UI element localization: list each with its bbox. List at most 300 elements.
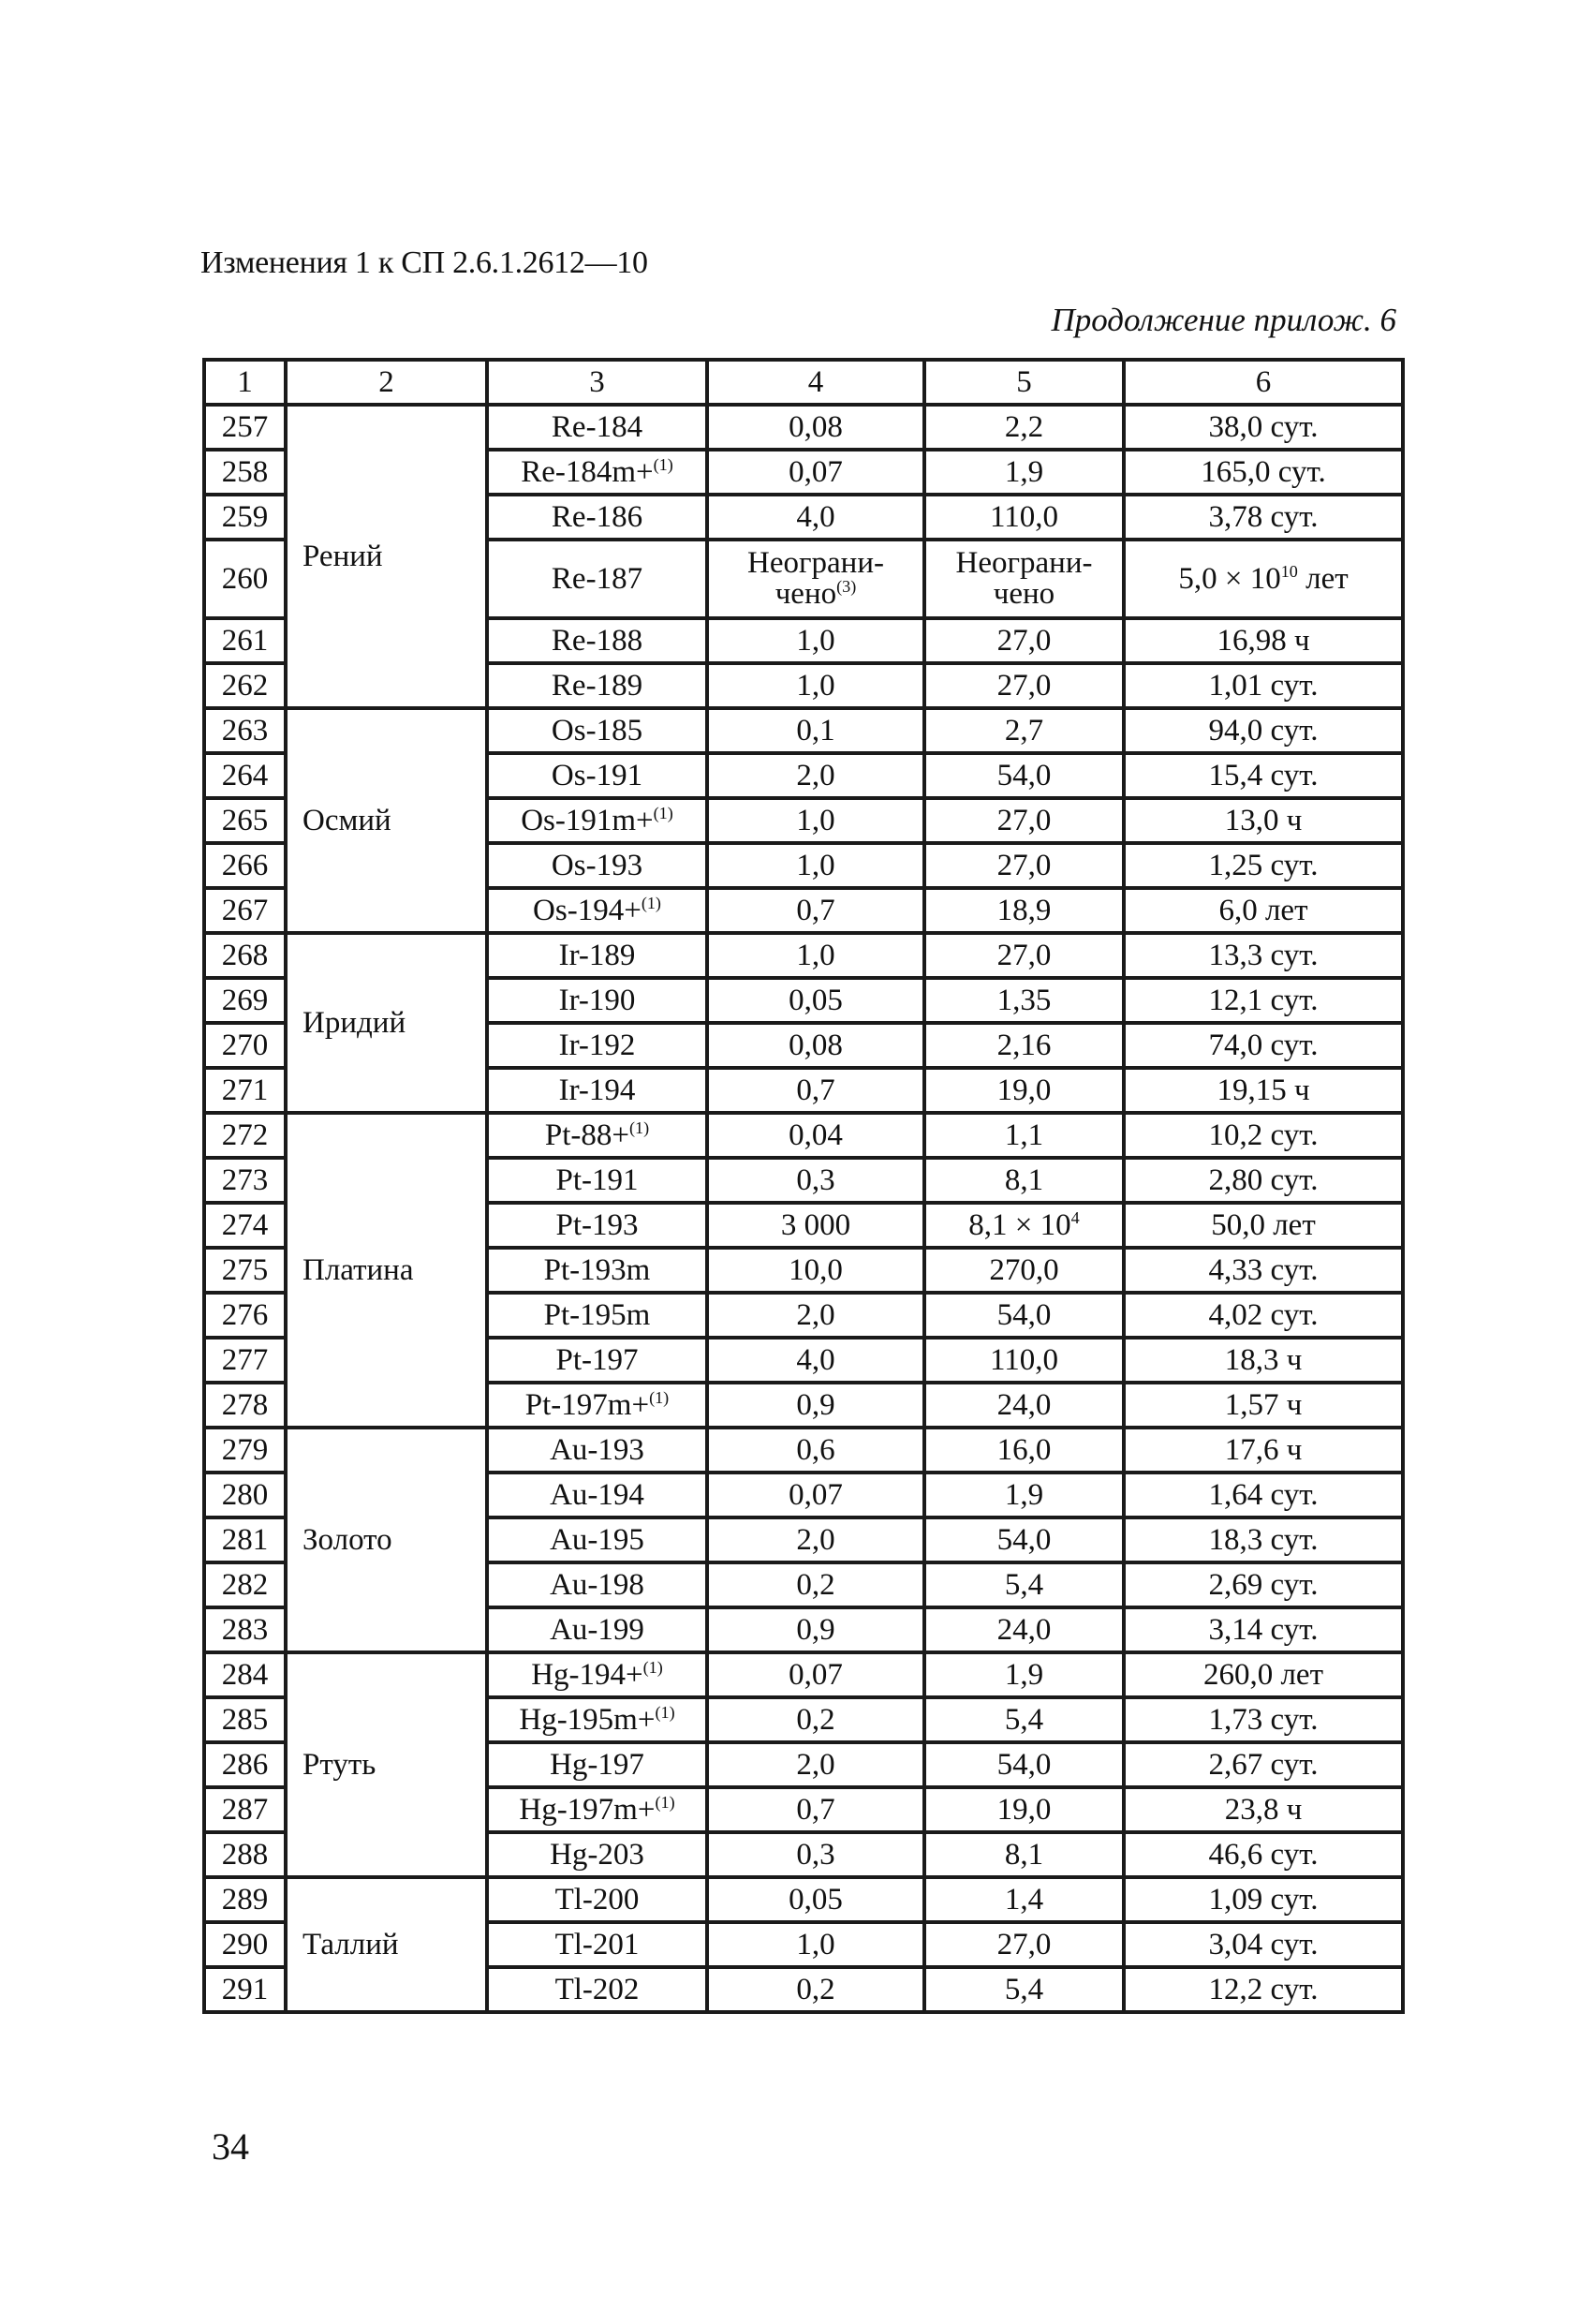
element-cell: [286, 1428, 487, 1652]
value-col4: 0,08: [789, 409, 843, 444]
row-number: 282: [221, 1567, 269, 1602]
row-number-cell: [204, 1203, 286, 1248]
value-col4-cell: [707, 1248, 924, 1293]
value-col4-cell: [707, 540, 924, 618]
value-col5-cell: [924, 1877, 1124, 1922]
value-col5: 2,2: [1004, 409, 1044, 444]
nuclide-cell: [487, 1113, 707, 1158]
value-col5-cell: [924, 1383, 1124, 1428]
element-cell: [286, 1877, 487, 2012]
row-number-cell: [204, 1068, 286, 1113]
row-number: 271: [221, 1073, 269, 1107]
half-life: 18,3 ч: [1224, 1342, 1303, 1377]
value-col4-cell: [707, 753, 924, 798]
row-number: 257: [221, 409, 269, 444]
half-life: 1,01 сут.: [1208, 668, 1319, 703]
row-number-cell: [204, 1832, 286, 1877]
value-col4-cell: [707, 1113, 924, 1158]
nuclide-cell: [487, 1787, 707, 1832]
half-life: 1,09 сут.: [1208, 1882, 1319, 1917]
value-col4: 0,7: [796, 1792, 835, 1827]
half-life-cell: [1124, 1338, 1403, 1383]
half-life: 12,1 сут.: [1208, 983, 1319, 1017]
row-number: 272: [221, 1118, 269, 1152]
half-life-cell: [1124, 1023, 1403, 1068]
value-col5-cell: [924, 1203, 1124, 1248]
value-col5: 1,1: [1004, 1118, 1044, 1152]
value-col4-cell: [707, 1877, 924, 1922]
nuclide-name: Hg-194+: [531, 1657, 643, 1692]
value-col5-cell: [924, 1113, 1124, 1158]
element-name: Золото: [302, 1522, 392, 1557]
half-life: 3,04 сут.: [1208, 1927, 1319, 1961]
element-name: Таллий: [302, 1927, 399, 1961]
value-col5-cell: [924, 1967, 1124, 2012]
half-life: 16,98 ч: [1217, 623, 1310, 658]
half-life: 15,4 сут.: [1208, 758, 1319, 792]
nuclide-name: Ir-194: [558, 1073, 636, 1107]
row-number: 262: [221, 668, 269, 703]
value-col4-cell: [707, 450, 924, 495]
value-col4: 2,0: [796, 758, 835, 792]
value-col4-cell: [707, 1023, 924, 1068]
nuclide-cell: [487, 1023, 707, 1068]
row-number-cell: [204, 798, 286, 843]
nuclide-cell: [487, 1203, 707, 1248]
nuclide-footnote: (1): [653, 803, 673, 822]
value-col5: 5,4: [1004, 1702, 1044, 1737]
value-col5: 27,0: [996, 623, 1052, 658]
row-number-cell: [204, 450, 286, 495]
nuclide-cell: [487, 1068, 707, 1113]
value-col5: 110,0: [989, 499, 1059, 534]
value-col5-cell: [924, 753, 1124, 798]
value-col4-cell: [707, 1428, 924, 1473]
half-life: 260,0 лет: [1202, 1657, 1324, 1692]
row-number-cell: [204, 753, 286, 798]
half-life-cell: [1124, 663, 1403, 708]
table-row: [204, 1877, 1403, 1922]
half-life: 13,3 сут.: [1208, 938, 1319, 972]
value-col5-cell: [924, 1068, 1124, 1113]
value-col5-cell: [924, 1652, 1124, 1697]
value-col5: 24,0: [996, 1612, 1052, 1647]
value-col4-cell: [707, 1068, 924, 1113]
value-col5: 27,0: [996, 1927, 1052, 1961]
value-col5: 1,9: [1004, 1477, 1044, 1512]
value-col4: 0,2: [796, 1567, 835, 1602]
value-col4: 2,0: [796, 1747, 835, 1782]
element-cell: [286, 405, 487, 708]
value-col4: 4,0: [796, 1342, 835, 1377]
row-number: 283: [221, 1612, 269, 1647]
nuclide-cell: [487, 1832, 707, 1877]
value-col4: Неограни-: [747, 545, 884, 580]
half-life-cell: [1124, 450, 1403, 495]
row-number-cell: [204, 1113, 286, 1158]
row-number-cell: [204, 978, 286, 1023]
row-number: 258: [221, 454, 269, 489]
half-life: 13,0 ч: [1224, 803, 1303, 837]
column-header-4: 4: [707, 360, 924, 405]
value-col5-multiline: [955, 545, 1093, 611]
table-row: [204, 708, 1403, 753]
element-name: Осмий: [302, 803, 391, 837]
table-row: [204, 933, 1403, 978]
row-number: 291: [221, 1972, 269, 2006]
nuclide-cell: [487, 405, 707, 450]
value-col5-cell: [924, 618, 1124, 663]
row-number: 278: [221, 1387, 269, 1422]
value-col4: 1,0: [796, 848, 835, 882]
row-number: 267: [221, 893, 269, 927]
element-cell: [286, 1652, 487, 1877]
value-col5-cell: [924, 1023, 1124, 1068]
row-number: 266: [221, 848, 269, 882]
value-col5: 8,1: [1004, 1162, 1044, 1197]
nuclide-name: Hg-197m+: [519, 1792, 656, 1827]
value-col5-cell: [924, 843, 1124, 888]
half-life-cell: [1124, 1293, 1403, 1338]
nuclide-cell: [487, 933, 707, 978]
nuclide-name: Pt-191: [555, 1162, 639, 1197]
row-number-cell: [204, 540, 286, 618]
value-col5-cell: [924, 708, 1124, 753]
value-col5: 110,0: [989, 1342, 1059, 1377]
column-header-6: 6: [1124, 360, 1403, 405]
value-col4: 0,07: [789, 454, 843, 489]
value-col5: 24,0: [996, 1387, 1052, 1422]
half-life-cell: [1124, 798, 1403, 843]
value-col4: 1,0: [796, 803, 835, 837]
value-col5-cell: [924, 1158, 1124, 1203]
half-life: 94,0 сут.: [1208, 713, 1319, 748]
half-life-cell: [1124, 1428, 1403, 1473]
value-col4-cell: [707, 1967, 924, 2012]
value-col4: 4,0: [796, 499, 835, 534]
half-life: 5,0 × 10: [1178, 561, 1281, 596]
row-number: 284: [221, 1657, 269, 1692]
table-header-row: [204, 360, 1403, 405]
value-col4: 0,7: [796, 1073, 835, 1107]
value-col4-cell: [707, 1562, 924, 1607]
value-col4-cell: [707, 888, 924, 933]
table-row: [204, 1113, 1403, 1158]
value-col5: 27,0: [996, 803, 1052, 837]
nuclide-name: Au-195: [550, 1522, 644, 1557]
row-number: 269: [221, 983, 269, 1017]
half-life-cell: [1124, 1832, 1403, 1877]
row-number-cell: [204, 1697, 286, 1742]
nuclide-name: Re-188: [551, 623, 643, 658]
row-number-cell: [204, 1787, 286, 1832]
nuclide-cell: [487, 1293, 707, 1338]
row-number: 274: [221, 1207, 269, 1242]
value-col4: 2,0: [796, 1297, 835, 1332]
value-col4-cell: [707, 933, 924, 978]
value-col4: 0,05: [789, 1882, 843, 1917]
value-col4-cell: [707, 708, 924, 753]
nuclide-cell: [487, 708, 707, 753]
row-number-cell: [204, 1742, 286, 1787]
row-number: 285: [221, 1702, 269, 1737]
nuclide-cell: [487, 1248, 707, 1293]
nuclide-table: [202, 358, 1405, 2014]
value-col5: 8,1: [1004, 1837, 1044, 1872]
row-number: 260: [221, 561, 269, 596]
value-col4: 0,3: [796, 1837, 835, 1872]
nuclide-footnote: (1): [641, 893, 661, 912]
nuclide-name: Re-184: [551, 409, 643, 444]
nuclide-cell: [487, 540, 707, 618]
nuclide-cell: [487, 450, 707, 495]
row-number-cell: [204, 1248, 286, 1293]
row-number-cell: [204, 1293, 286, 1338]
value-col5: 54,0: [996, 1747, 1052, 1782]
row-number-cell: [204, 1023, 286, 1068]
value-col4: 0,2: [796, 1702, 835, 1737]
nuclide-name: Hg-197: [550, 1747, 644, 1782]
value-col4-cell: [707, 495, 924, 540]
page-number: 34: [212, 2125, 249, 2168]
half-life: 1,64 сут.: [1208, 1477, 1319, 1512]
column-header-5: 5: [924, 360, 1124, 405]
row-number-cell: [204, 1158, 286, 1203]
half-life-cell: [1124, 1742, 1403, 1787]
half-life-cell: [1124, 495, 1403, 540]
half-life-cell: [1124, 1068, 1403, 1113]
nuclide-cell: [487, 1697, 707, 1742]
value-col5-cell: [924, 1517, 1124, 1562]
value-col5: Неограни-: [955, 545, 1093, 580]
half-life-cell: [1124, 1203, 1403, 1248]
value-col5: 5,4: [1004, 1567, 1044, 1602]
nuclide-footnote: (1): [649, 1387, 670, 1407]
value-col4-cell: [707, 1383, 924, 1428]
value-col4: 0,9: [796, 1612, 835, 1647]
nuclide-name: Re-186: [551, 499, 643, 534]
value-col4-cell: [707, 1293, 924, 1338]
value-col5: 18,9: [996, 893, 1052, 927]
value-col4: 0,9: [796, 1387, 835, 1422]
half-life: 2,67 сут.: [1208, 1747, 1319, 1782]
value-col5: 1,35: [996, 983, 1052, 1017]
row-number-cell: [204, 663, 286, 708]
column-header-3: 3: [487, 360, 707, 405]
nuclide-cell: [487, 1607, 707, 1652]
row-number-cell: [204, 708, 286, 753]
half-life-cell: [1124, 1158, 1403, 1203]
half-life-cell: [1124, 933, 1403, 978]
value-col4-cell: [707, 798, 924, 843]
row-number: 270: [221, 1028, 269, 1062]
element-cell: [286, 933, 487, 1113]
row-number-cell: [204, 1967, 286, 2012]
value-col4: 1,0: [796, 668, 835, 703]
value-col5-cont: чено: [993, 576, 1055, 611]
row-number: 288: [221, 1837, 269, 1872]
nuclide-footnote: (1): [653, 454, 673, 474]
nuclide-cell: [487, 1473, 707, 1517]
nuclide-name: Pt-197m+: [524, 1387, 650, 1422]
value-col5: 2,16: [996, 1028, 1052, 1062]
nuclide-name: Re-189: [551, 668, 643, 703]
nuclide-name: Pt-193m: [543, 1252, 651, 1287]
nuclide-cell: [487, 1338, 707, 1383]
nuclide-cell: [487, 1517, 707, 1562]
half-life: 46,6 сут.: [1208, 1837, 1319, 1872]
value-col4: 0,08: [789, 1028, 843, 1062]
value-col5-cell: [924, 978, 1124, 1023]
column-header-2: 2: [286, 360, 487, 405]
nuclide-name: Hg-195m+: [519, 1702, 656, 1737]
value-col5: 1,4: [1004, 1882, 1044, 1917]
half-life-exponent: 10: [1280, 561, 1298, 581]
value-col5: 27,0: [996, 668, 1052, 703]
value-col4: 0,07: [789, 1477, 843, 1512]
nuclide-name: Au-194: [550, 1477, 644, 1512]
nuclide-name: Tl-202: [554, 1972, 640, 2006]
value-col5: 54,0: [996, 1522, 1052, 1557]
value-col4-cell: [707, 1652, 924, 1697]
value-col4: 10,0: [789, 1252, 843, 1287]
value-col5: 8,1 × 10: [968, 1207, 1071, 1242]
half-life-unit: лет: [1297, 561, 1349, 596]
value-col4-cell: [707, 1832, 924, 1877]
value-col4-cell: [707, 1517, 924, 1562]
row-number-cell: [204, 933, 286, 978]
element-name: Иридий: [302, 1005, 406, 1040]
half-life-cell: [1124, 1652, 1403, 1697]
value-col5-cell: [924, 1697, 1124, 1742]
value-col5-cell: [924, 888, 1124, 933]
row-number: 259: [221, 499, 269, 534]
half-life: 12,2 сут.: [1208, 1972, 1319, 2006]
row-number: 286: [221, 1747, 269, 1782]
value-col5-cell: [924, 540, 1124, 618]
half-life: 19,15 ч: [1217, 1073, 1310, 1107]
value-col4-cell: [707, 1922, 924, 1967]
nuclide-name: Ir-192: [558, 1028, 636, 1062]
value-col5: 16,0: [996, 1432, 1052, 1467]
value-col4-cell: [707, 1607, 924, 1652]
nuclide-name: Re-184m+: [521, 454, 654, 489]
nuclide-footnote: (1): [655, 1702, 675, 1722]
value-col4-cell: [707, 1742, 924, 1787]
nuclide-footnote: (1): [655, 1792, 675, 1812]
row-number-cell: [204, 1562, 286, 1607]
nuclide-cell: [487, 843, 707, 888]
value-col5-cell: [924, 663, 1124, 708]
half-life: 17,6 ч: [1224, 1432, 1303, 1467]
nuclide-cell: [487, 1158, 707, 1203]
nuclide-cell: [487, 1383, 707, 1428]
value-col4: 3 000: [780, 1207, 851, 1242]
row-number-cell: [204, 1338, 286, 1383]
half-life-cell: [1124, 753, 1403, 798]
nuclide-name: Hg-203: [550, 1837, 644, 1872]
half-life-cell: [1124, 1922, 1403, 1967]
value-col4-cell: [707, 663, 924, 708]
value-col4-cell: [707, 405, 924, 450]
row-number: 276: [221, 1297, 269, 1332]
element-name: Платина: [302, 1252, 414, 1287]
half-life-cell: [1124, 843, 1403, 888]
half-life-cell: [1124, 708, 1403, 753]
half-life: 38,0 сут.: [1208, 409, 1319, 444]
half-life: 165,0 сут.: [1201, 454, 1326, 489]
value-col4-cell: [707, 1787, 924, 1832]
row-number: 289: [221, 1882, 269, 1917]
value-col5-cell: [924, 1922, 1124, 1967]
half-life: 74,0 сут.: [1208, 1028, 1319, 1062]
table-row: [204, 1428, 1403, 1473]
value-col4: 0,1: [796, 713, 835, 748]
value-col5: 270,0: [989, 1252, 1059, 1287]
row-number: 273: [221, 1162, 269, 1197]
value-col4-cell: [707, 1158, 924, 1203]
half-life-cell: [1124, 888, 1403, 933]
element-cell: [286, 1113, 487, 1428]
value-col5-cell: [924, 405, 1124, 450]
value-col5: 54,0: [996, 758, 1052, 792]
row-number-cell: [204, 1922, 286, 1967]
row-number-cell: [204, 1517, 286, 1562]
half-life: 1,25 сут.: [1208, 848, 1319, 882]
half-life: 4,02 сут.: [1208, 1297, 1319, 1332]
value-col4-cell: [707, 1697, 924, 1742]
row-number-cell: [204, 1428, 286, 1473]
value-col4: 2,0: [796, 1522, 835, 1557]
value-col5-cell: [924, 495, 1124, 540]
row-number: 261: [221, 623, 269, 658]
value-col4-cont: чено: [774, 576, 837, 611]
half-life: 18,3 сут.: [1208, 1522, 1319, 1557]
table-row: [204, 405, 1403, 450]
half-life-cell: [1124, 1562, 1403, 1607]
nuclide-name: Re-187: [551, 561, 643, 596]
value-col5: 27,0: [996, 938, 1052, 972]
value-col5-cell: [924, 450, 1124, 495]
value-col4-cell: [707, 1203, 924, 1248]
row-number-cell: [204, 1473, 286, 1517]
row-number-cell: [204, 843, 286, 888]
nuclide-cell: [487, 495, 707, 540]
row-number: 268: [221, 938, 269, 972]
value-col4: 0,3: [796, 1162, 835, 1197]
nuclide-cell: [487, 1877, 707, 1922]
continuation-note: Продолжение прилож. 6: [1051, 302, 1396, 338]
value-col4: 0,6: [796, 1432, 835, 1467]
half-life-cell: [1124, 1517, 1403, 1562]
value-col5-cell: [924, 1607, 1124, 1652]
value-col4-cell: [707, 978, 924, 1023]
half-life: 4,33 сут.: [1208, 1252, 1319, 1287]
value-col5: 27,0: [996, 848, 1052, 882]
row-number: 263: [221, 713, 269, 748]
half-life-cell: [1124, 1697, 1403, 1742]
nuclide-name: Tl-200: [554, 1882, 640, 1917]
half-life: 2,80 сут.: [1208, 1162, 1319, 1197]
value-col5: 19,0: [996, 1792, 1052, 1827]
half-life-cell: [1124, 1473, 1403, 1517]
half-life-cell: [1124, 618, 1403, 663]
row-number: 279: [221, 1432, 269, 1467]
half-life-cell: [1124, 1383, 1403, 1428]
nuclide-cell: [487, 1742, 707, 1787]
row-number-cell: [204, 1607, 286, 1652]
table-row: [204, 1652, 1403, 1697]
